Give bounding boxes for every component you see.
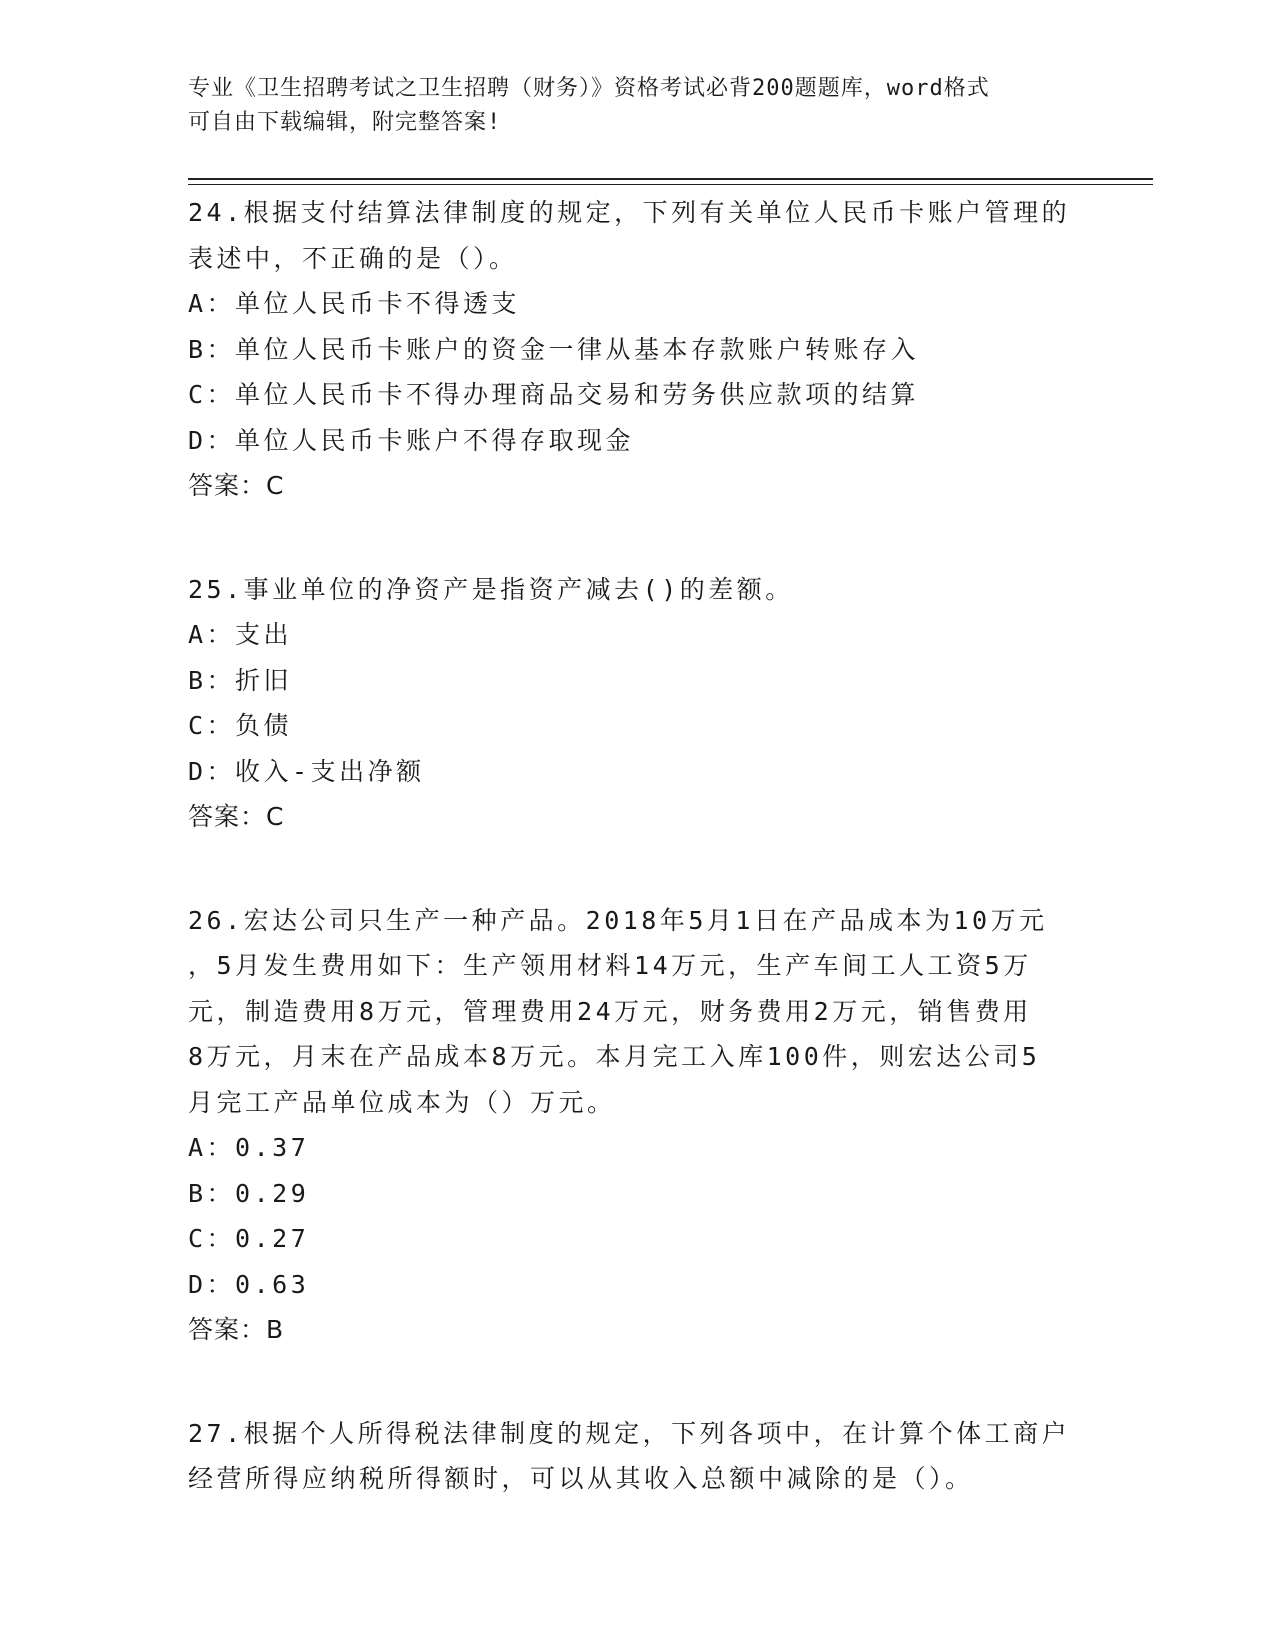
option-a: A：单位人民币卡不得透支 [188, 289, 521, 318]
answer: 答案：C [188, 802, 285, 831]
question-text-line: 经营所得应纳税所得额时，可以从其收入总额中减除的是（）。 [188, 1464, 974, 1493]
header-rule-thin [188, 184, 1153, 185]
question-text-line: 24.根据支付结算法律制度的规定，下列有关单位人民币卡账户管理的 [188, 198, 1071, 227]
answer: 答案：B [188, 1315, 285, 1344]
question-text-line: ，5月发生费用如下：生产领用材料14万元，生产车间工人工资5万 [188, 951, 1032, 980]
option-a: A：0.37 [188, 1133, 310, 1162]
answer: 答案：C [188, 471, 285, 500]
question-27 [188, 1411, 1088, 1502]
option-c: C：0.27 [188, 1224, 310, 1253]
question-text-line: 25.事业单位的净资产是指资产减去()的差额。 [188, 574, 794, 604]
option-b: B：0.29 [188, 1178, 310, 1208]
question-24 [188, 190, 1088, 509]
option-d: D：收入-支出净额 [188, 756, 425, 786]
question-text-line: 月完工产品单位成本为（）万元。 [188, 1087, 616, 1117]
option-c: C：负债 [188, 711, 293, 740]
option-d: D：0.63 [188, 1269, 310, 1299]
question-list [188, 190, 1088, 1502]
header-line-1: 专业《卫生招聘考试之卫生招聘（财务）》资格考试必背200题题库，word格式 [188, 76, 990, 101]
header-rule-thick [188, 178, 1153, 180]
question-text-line: 26.宏达公司只生产一种产品。2018年5月1日在产品成本为10万元 [188, 905, 1048, 935]
question-25 [188, 567, 1088, 840]
question-26 [188, 898, 1088, 1353]
question-text-line: 8万元，月末在产品成本8万元。本月完工入库100件，则宏达公司5 [188, 1042, 1041, 1071]
option-a: A：支出 [188, 620, 293, 649]
header-line-2: 可自由下载编辑，附完整答案! [188, 110, 502, 135]
document-header [188, 72, 1088, 140]
option-d: D：单位人民币卡账户不得存取现金 [188, 425, 635, 455]
question-text-line: 元，制造费用8万元，管理费用24万元，财务费用2万元，销售费用 [188, 996, 1032, 1026]
option-c: C：单位人民币卡不得办理商品交易和劳务供应款项的结算 [188, 380, 920, 409]
question-text-line: 表述中，不正确的是（）。 [188, 243, 518, 273]
question-text-line: 27.根据个人所得税法律制度的规定，下列各项中，在计算个体工商户 [188, 1418, 1071, 1448]
option-b: B：折旧 [188, 665, 293, 695]
option-b: B：单位人民币卡账户的资金一律从基本存款账户转账存入 [188, 334, 920, 364]
